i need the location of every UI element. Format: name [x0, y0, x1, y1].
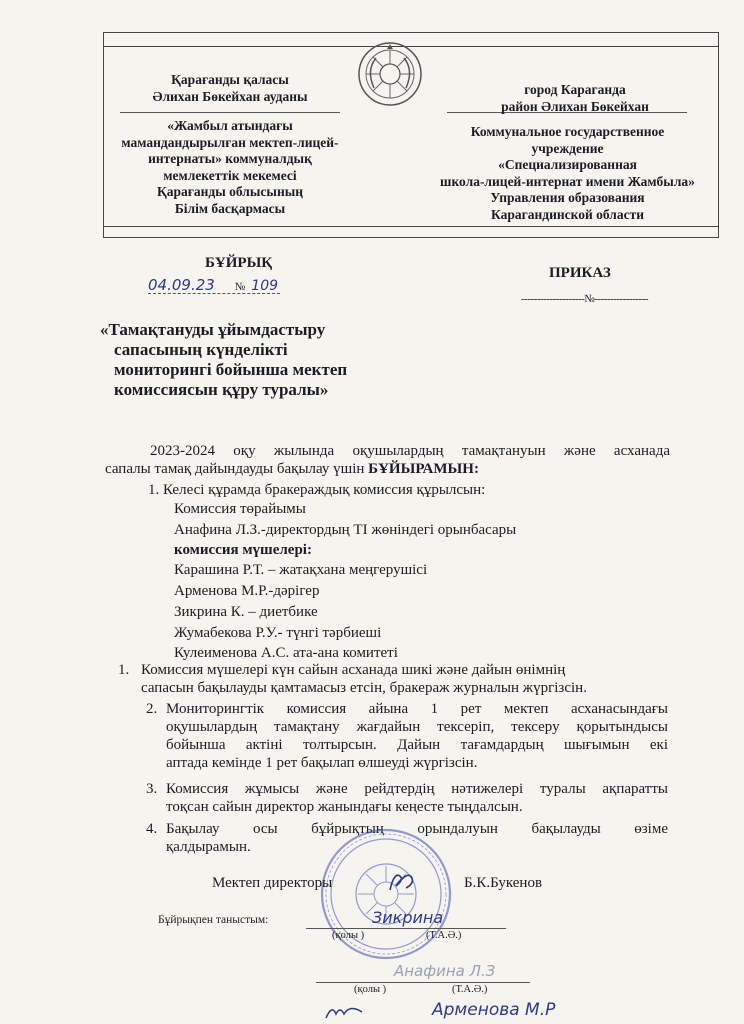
subject-line: «Тамақтануды ұйымдастыру	[100, 320, 326, 339]
left-district: Әлихан Бөкейхан ауданы	[152, 88, 308, 104]
point-2-text	[166, 700, 668, 772]
intro-command: БҰЙЫРАМЫН:	[368, 461, 479, 477]
acquaint-line-2	[316, 982, 530, 983]
handwritten-name-1: Зикрина	[372, 908, 444, 927]
caption-sign-2: (қолы )	[354, 984, 387, 995]
header-left-divider	[120, 112, 340, 113]
subject-line: комиссиясын құру туралы»	[114, 380, 329, 399]
commission-chair: Анафина Л.З.-директордың ТІ жөніндегі орынбасары	[174, 522, 517, 538]
acquaint-line-1	[306, 928, 506, 929]
point-line: Комиссия мүшелері күн сайын асханада шикі және дайын өнімнің	[141, 662, 566, 678]
intro-line-2	[105, 460, 665, 478]
right-org-line: «Специализированная	[498, 157, 637, 172]
point-number: 1.	[118, 662, 130, 678]
member-signature-icon	[322, 1002, 366, 1022]
order-number: 109	[251, 278, 279, 294]
left-org-line: интернаты» коммуналдық	[148, 151, 312, 166]
left-city: Қарағанды қаласы	[171, 72, 289, 87]
point-number: 3.	[146, 781, 158, 797]
point-number: 2.	[146, 701, 158, 717]
intro-line-1: 2023-2024 оқу жылында оқушылардың тамақтануын және асханада	[150, 443, 670, 459]
commission-members-label: комиссия мүшелері:	[174, 542, 312, 558]
order-title-ru: ПРИКАЗ	[549, 265, 611, 281]
right-city: город Караганда	[524, 82, 626, 97]
commission-member: Арменова М.Р.-дәрігер	[174, 583, 320, 599]
caption-name-2: (Т.А.Ә.)	[452, 984, 488, 995]
left-org-line: Білім басқармасы	[174, 200, 286, 216]
order-date: 04.09.23	[148, 276, 215, 294]
order-number-placeholder-ru: --------------------№-----------------	[521, 293, 649, 305]
point-line: бойынша актіні толтырсын. Дайын тағамдардың шығымын екі	[166, 737, 668, 753]
point-line: оқушылардың тамақтану жағдайын тексеріп, тексеру қорытындысы	[166, 719, 668, 735]
acquainted-label: Бұйрықпен таныстым:	[158, 914, 269, 926]
commission-member: Карашина Р.Т. – жатақхана меңгерушісі	[174, 562, 428, 578]
point-line: Мониторингтік комиссия айына 1 рет мектеп асханасындағы	[166, 701, 668, 717]
right-organization	[420, 124, 715, 223]
right-org-line: Коммунальное государственное	[470, 124, 665, 139]
subject-line: сапасының күнделікті	[114, 340, 288, 359]
intro-prefix: сапалы тамақ дайындауды бақылау үшін	[105, 461, 369, 477]
left-org-line: Қарағанды облысының	[156, 184, 304, 199]
commission-member: Кулеименова А.С. ата-ана комитеті	[174, 645, 398, 661]
point-1-text	[141, 661, 661, 697]
left-org-line: мамандандырылған мектеп-лицей-	[121, 134, 339, 150]
order-date-number	[148, 276, 280, 296]
commission-item-1: 1. Келесі құрамда бракераждық комиссия құрылсын:	[148, 482, 486, 498]
caption-sign: (қолы )	[332, 930, 365, 941]
director-signature-icon	[382, 866, 422, 896]
point-3-text	[166, 780, 668, 816]
header-bottom-rule	[103, 226, 719, 227]
order-date-underline	[148, 293, 280, 294]
point-line: сапасын бақылауды қамтамасыз етсін, бракераж журналын жүргізсін.	[141, 680, 587, 696]
order-subject	[100, 320, 400, 400]
left-header-location	[120, 72, 340, 105]
point-line: қалдырамын.	[166, 839, 251, 855]
point-number: 4.	[146, 821, 158, 837]
right-header-location	[470, 82, 680, 115]
handwritten-name-2: Анафина Л.З	[394, 962, 496, 980]
commission-member: Зикрина К. – диетбике	[174, 604, 318, 620]
commission-chair-label: Комиссия төрайымы	[174, 501, 306, 517]
director-name: Б.К.Букенов	[464, 875, 543, 891]
right-org-line: школа-лицей-интернат имени Жамбыла»	[440, 173, 695, 189]
subject-line: мониторингі бойынша мектеп	[114, 360, 348, 379]
caption-name: (Т.А.Ә.)	[426, 930, 462, 941]
state-emblem-icon	[356, 40, 424, 108]
left-org-line: «Жамбыл атындағы	[167, 118, 293, 133]
left-org-line: мемлекеттік мекемесі	[163, 167, 297, 183]
right-org-line: Карагандинской области	[490, 206, 645, 222]
director-position: Мектеп директоры	[212, 875, 333, 891]
order-title-kz: БҰЙРЫҚ	[205, 255, 273, 271]
point-line: аптада кемінде 1 рет бақылап өлшеуді жүргізсін.	[166, 755, 478, 771]
point-line: Комиссия жұмысы және рейдтердің нәтижелері туралы ақпаратты	[166, 781, 668, 797]
order-number-sign: №	[234, 281, 246, 293]
commission-member: Жумабекова Р.У.- түнгі тәрбиеші	[174, 625, 382, 641]
right-district: район Әлихан Бөкейхан	[501, 98, 649, 114]
right-org-line: Управления образования	[490, 190, 645, 205]
handwritten-name-3: Арменова М.Р	[432, 1000, 556, 1020]
point-line: Бақылау осы бұйрықтың орындалуын бақылауды өзіме	[166, 821, 668, 837]
point-line: тоқсан сайын директор жанындағы кеңесте тыңдалсын.	[166, 799, 523, 815]
right-org-line: учреждение	[531, 140, 604, 156]
left-organization	[110, 118, 350, 217]
